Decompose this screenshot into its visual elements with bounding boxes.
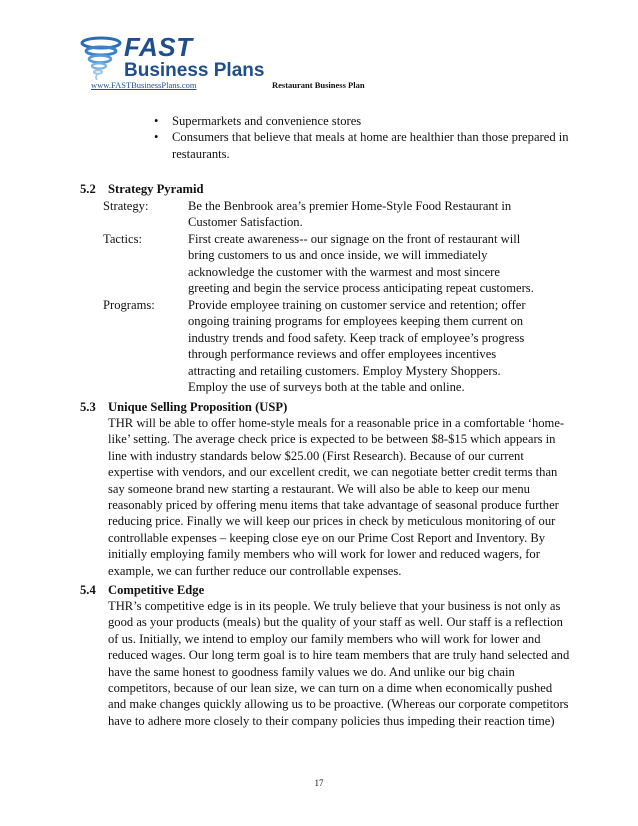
programs-label: Programs: bbox=[103, 298, 155, 312]
page-number: 17 bbox=[314, 778, 324, 788]
programs-text: Provide employee training on customer service and retention; offer ongoing training programs for employees keeping them current on industry trends and food safety. Keep track of employee’s progress through performance reviews and offer employees incentives attracting and retailing customers. Employ Mystery Shoppers. Employ the use of surveys both at the table and online. bbox=[188, 298, 526, 395]
tactics-label: Tactics: bbox=[103, 232, 142, 246]
strategy-text: Be the Benbrook area’s premier Home-Style Food Restaurant in Customer Satisfaction. bbox=[188, 199, 512, 230]
bullet-list bbox=[150, 113, 570, 162]
document-title: Restaurant Business Plan bbox=[272, 80, 365, 90]
section-title: Competitive Edge bbox=[108, 583, 205, 597]
logo-wordmark-fast: FAST bbox=[124, 32, 193, 62]
section-number: 5.3 bbox=[80, 400, 96, 414]
bullet-text: Supermarkets and convenience stores bbox=[172, 114, 362, 128]
tornado-logo-icon bbox=[80, 36, 122, 80]
website-link[interactable]: www.FASTBusinessPlans.com bbox=[91, 80, 197, 90]
section-number: 5.4 bbox=[80, 583, 96, 597]
bullet-text: Consumers that believe that meals at home are healthier than those prepared in restaurants. bbox=[172, 130, 569, 161]
bullet-icon: • bbox=[154, 114, 159, 128]
section-title: Unique Selling Proposition (USP) bbox=[108, 400, 288, 414]
logo-wordmark-business-plans: Business Plans bbox=[124, 60, 265, 81]
list-item bbox=[150, 113, 570, 129]
section-number: 5.2 bbox=[80, 182, 96, 196]
section-title: Strategy Pyramid bbox=[108, 182, 204, 196]
list-item bbox=[150, 129, 570, 162]
competitive-edge-paragraph: THR’s competitive edge is in its people. We truly believe that your business is not only as good as your products (meals) but the quality of your staff as well. Our staff is a reflection of us. Initially, we intend to employ our family members who will work for lower and reduced wages. Our long term goal is to hire team members that are truly hand selected and have the same honest to goodness family values we do. And unlike our big chain competitors, because of our lean size, we can turn on a dime when economically pushed and make changes quickly allowing us to be proactive. (Whereas our corporate competitors have to adhere more closely to their company policies thus impeding their reaction time) bbox=[108, 599, 570, 728]
bullet-icon: • bbox=[154, 130, 159, 145]
fast-business-plans-logo bbox=[80, 32, 265, 86]
strategy-label: Strategy: bbox=[103, 199, 149, 213]
usp-paragraph: THR will be able to offer home-style meals for a reasonable price in a comfortable ‘home-like’ setting. The average check price is expected to be between $8-$15 which appears in line with industry standards below $25.00 (First Research). Because of our current expertise with vendors, and our excellent credit, we can negotiate better credit terms than say someone brand new starting a restaurant. We will also be able to keep our menu reasonably priced by offering menu items that take advantage of seasonal produce further reducing price. Finally we will keep our prices in check by meticulous monitoring of our controllable expenses – keeping close eye on our Prime Cost Report and Inventory. By initially employing family members who will work for lower and reduced wagers, for example, we can further reduce our controllable expenses. bbox=[108, 416, 565, 578]
tactics-text: First create awareness-- our signage on the front of restaurant will bring customers to us and once inside, we will immediately acknowledge the customer with the warmest and most sincere greeting and begin the service process anticipating repeat customers. bbox=[188, 232, 534, 296]
